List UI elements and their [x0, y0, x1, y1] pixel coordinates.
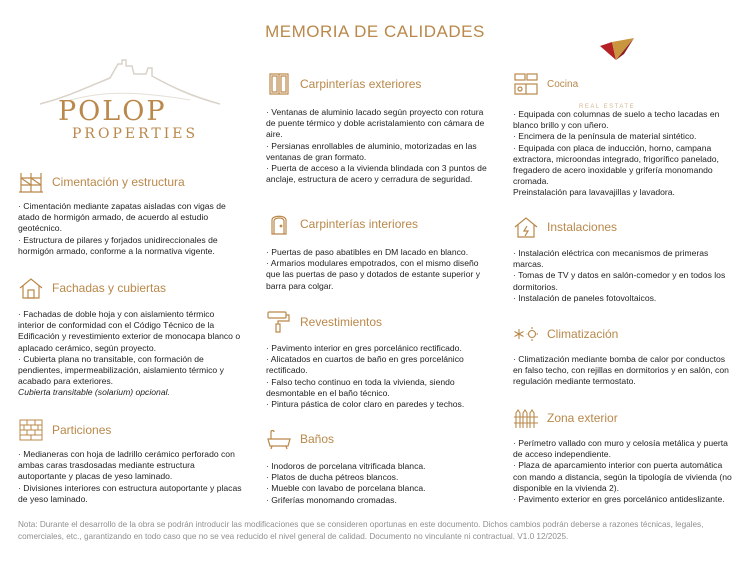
section-title: Zona exterior [547, 411, 618, 425]
section-instalaciones-header [513, 215, 617, 239]
section-title: Particiones [52, 423, 112, 437]
section-carpinterias-ext-body [266, 107, 488, 185]
section-cocina-body [513, 109, 735, 199]
list-item-optional: Cubierta transitable (solarium) opcional. [18, 387, 170, 398]
list-item: · Climatización mediante bomba de calor por conductos en falso techo, con rejillas en dormitorios y en salón, con regulación mediante termostato. [513, 354, 729, 387]
section-cimentacion-header [18, 170, 185, 194]
section-instalaciones-body [513, 248, 735, 304]
list-item: · Cubierta plana no transitable, con formación de pendientes, impermeabilización, aislamiento térmico y acabado para exteriores. [18, 353, 224, 387]
footer-note: Nota: Durante el desarrollo de la obra se podrán introducir las modificaciones que se consideren oportunas en este documento. Dichos cambios podrán deberse a razones técnicas, legales, comerciales, etc., garantizando en todo caso que no se vea reducido el nivel general de calidad. Documento no vinculante ni contractual. V1.0 12/2025. [18, 520, 704, 541]
list-item: · Encimera de la península de material sintético. [513, 131, 697, 142]
list-item: · Griferías monomando cromadas. [266, 494, 397, 505]
section-carpinterias-int-body [266, 247, 488, 292]
list-item: · Inodoros de porcelana vitrificada blanca. [266, 461, 426, 471]
list-item: · Pintura pástica de color claro en paredes y techos. [266, 399, 465, 410]
list-item: · Estructura de pilares y forjados unidireccionales de hormigón armado, conforme a la normativa vigente. [18, 234, 218, 256]
list-item: · Instalación eléctrica con mecanismos de primeras marcas. [513, 248, 709, 270]
section-title: Cimentación y estructura [52, 175, 185, 189]
list-item: · Puertas de paso abatibles en DM lacado en blanco. [266, 247, 469, 257]
brand-mark-icon [598, 34, 638, 62]
section-fachadas-header [18, 276, 166, 300]
logo-text-properties: PROPERTIES [72, 126, 199, 142]
list-item: Preinstalación para lavavajillas y lavadora. [513, 187, 675, 198]
list-item: · Ventanas de aluminio lacado según proyecto con rotura de puente térmico y doble acristalamiento con cámara de aire. [266, 107, 485, 140]
fence-icon [513, 406, 539, 430]
bathtub-icon [266, 427, 292, 451]
section-title: Carpinterías interiores [300, 217, 419, 231]
list-item: · Falso techo continuo en toda la vivienda, siendo desmontable en el baño técnico. [266, 376, 455, 398]
section-banos-header [266, 427, 334, 451]
list-item: · Tomas de TV y datos en salón-comedor y en todos los dormitorios. [513, 270, 726, 292]
section-carpinterias-int-header [266, 212, 418, 236]
section-revestimientos-header [266, 310, 382, 334]
section-title: Carpinterías exteriores [300, 77, 422, 91]
window-icon [266, 72, 292, 96]
list-item: · Pavimento interior en gres porcelánico rectificado. [266, 343, 462, 353]
list-item: · Divisiones interiores con estructura autoportante y placas de yeso laminado. [18, 482, 242, 504]
kitchen-icon [513, 72, 539, 96]
house-icon [18, 276, 44, 300]
list-item: · Persianas enrollables de aluminio, motorizadas en las ventanas de gran formato. [266, 140, 477, 162]
house-plug-icon [513, 215, 539, 239]
list-item: · Instalación de paneles fotovoltaicos. [513, 292, 657, 303]
section-zona-exterior-header [513, 406, 618, 430]
section-zona-exterior-body [513, 438, 735, 505]
section-cocina-header [513, 72, 578, 96]
section-title: Fachadas y cubiertas [52, 281, 167, 295]
section-revestimientos-body [266, 343, 488, 410]
watermark-text: REAL ESTATE [579, 104, 636, 110]
brick-wall-icon [18, 418, 44, 442]
section-banos-body [266, 461, 488, 506]
paint-roller-icon [266, 310, 292, 334]
logo [40, 56, 220, 146]
section-climatizacion-header [513, 322, 618, 346]
list-item: · Equipada con columnas de suelo a techo lacadas en blanco brillo y con uñero. [513, 109, 720, 131]
list-item: · Cimentación mediante zapatas aisladas con vigas de atado de hormigón armado, de acuerdo al estudio geotécnico. [18, 201, 226, 234]
list-item: · Medianeras con hoja de ladrillo cerámico perforado con ambas caras trasdosadas mediante estructura autoportante y placas de yeso laminado. [18, 449, 235, 482]
section-climatizacion-body [513, 354, 735, 388]
list-item: · Alicatados en cuartos de baño en gres porcelánico rectificado. [266, 354, 464, 376]
door-icon [266, 212, 292, 236]
section-cimentacion-body [18, 201, 242, 257]
list-item: · Puerta de acceso a la vivienda blindada con 3 puntos de anclaje, estructura de acero y cerradura de seguridad. [266, 163, 487, 185]
list-item: · Perímetro vallado con muro y celosía metálica y puerta de acceso independiente. [513, 438, 728, 460]
section-title: Instalaciones [547, 220, 618, 234]
section-title: Revestimientos [300, 315, 383, 329]
list-item: · Platos de ducha pétreos blancos. [266, 472, 399, 483]
section-title: Climatización [547, 327, 619, 341]
list-item: · Plaza de aparcamiento interior con puerta automática con mando a distancia, según la tipología de vivienda (no disponible en la vivienda 2). [513, 460, 732, 493]
section-particiones-body [18, 449, 242, 505]
snow-sun-icon [513, 322, 539, 346]
list-item: · Mueble con lavabo de porcelana blanca. [266, 483, 426, 494]
list-item: · Armarios modulares empotrados, con el mismo diseño que las puertas de paso y dotados de estante superior y barra para colgar. [266, 258, 481, 291]
section-particiones-header [18, 418, 111, 442]
section-fachadas-body [18, 309, 242, 399]
section-carpinterias-ext-header [266, 72, 421, 96]
list-item: · Pavimento exterior en gres porcelánico antideslizante. [513, 494, 725, 505]
list-item: · Equipada con placa de inducción, horno, campana extractora, microondas integrado, frigorífico panelado, fregadero de acero inoxidable y grifería monomando cromada. [513, 142, 719, 187]
page-title: MEMORIA DE CALIDADES [265, 22, 485, 41]
list-item: · Fachadas de doble hoja y con aislamiento térmico interior de conformidad con el Código Técnico de la Edificación y revestimiento exterior de monocapa blanco o aplacado cerámico, según proyecto. [18, 309, 241, 353]
logo-text-polop: POLOP [58, 96, 167, 127]
section-title: Cocina [547, 78, 579, 90]
scaffold-icon [18, 170, 44, 194]
section-title: Baños [300, 432, 335, 446]
